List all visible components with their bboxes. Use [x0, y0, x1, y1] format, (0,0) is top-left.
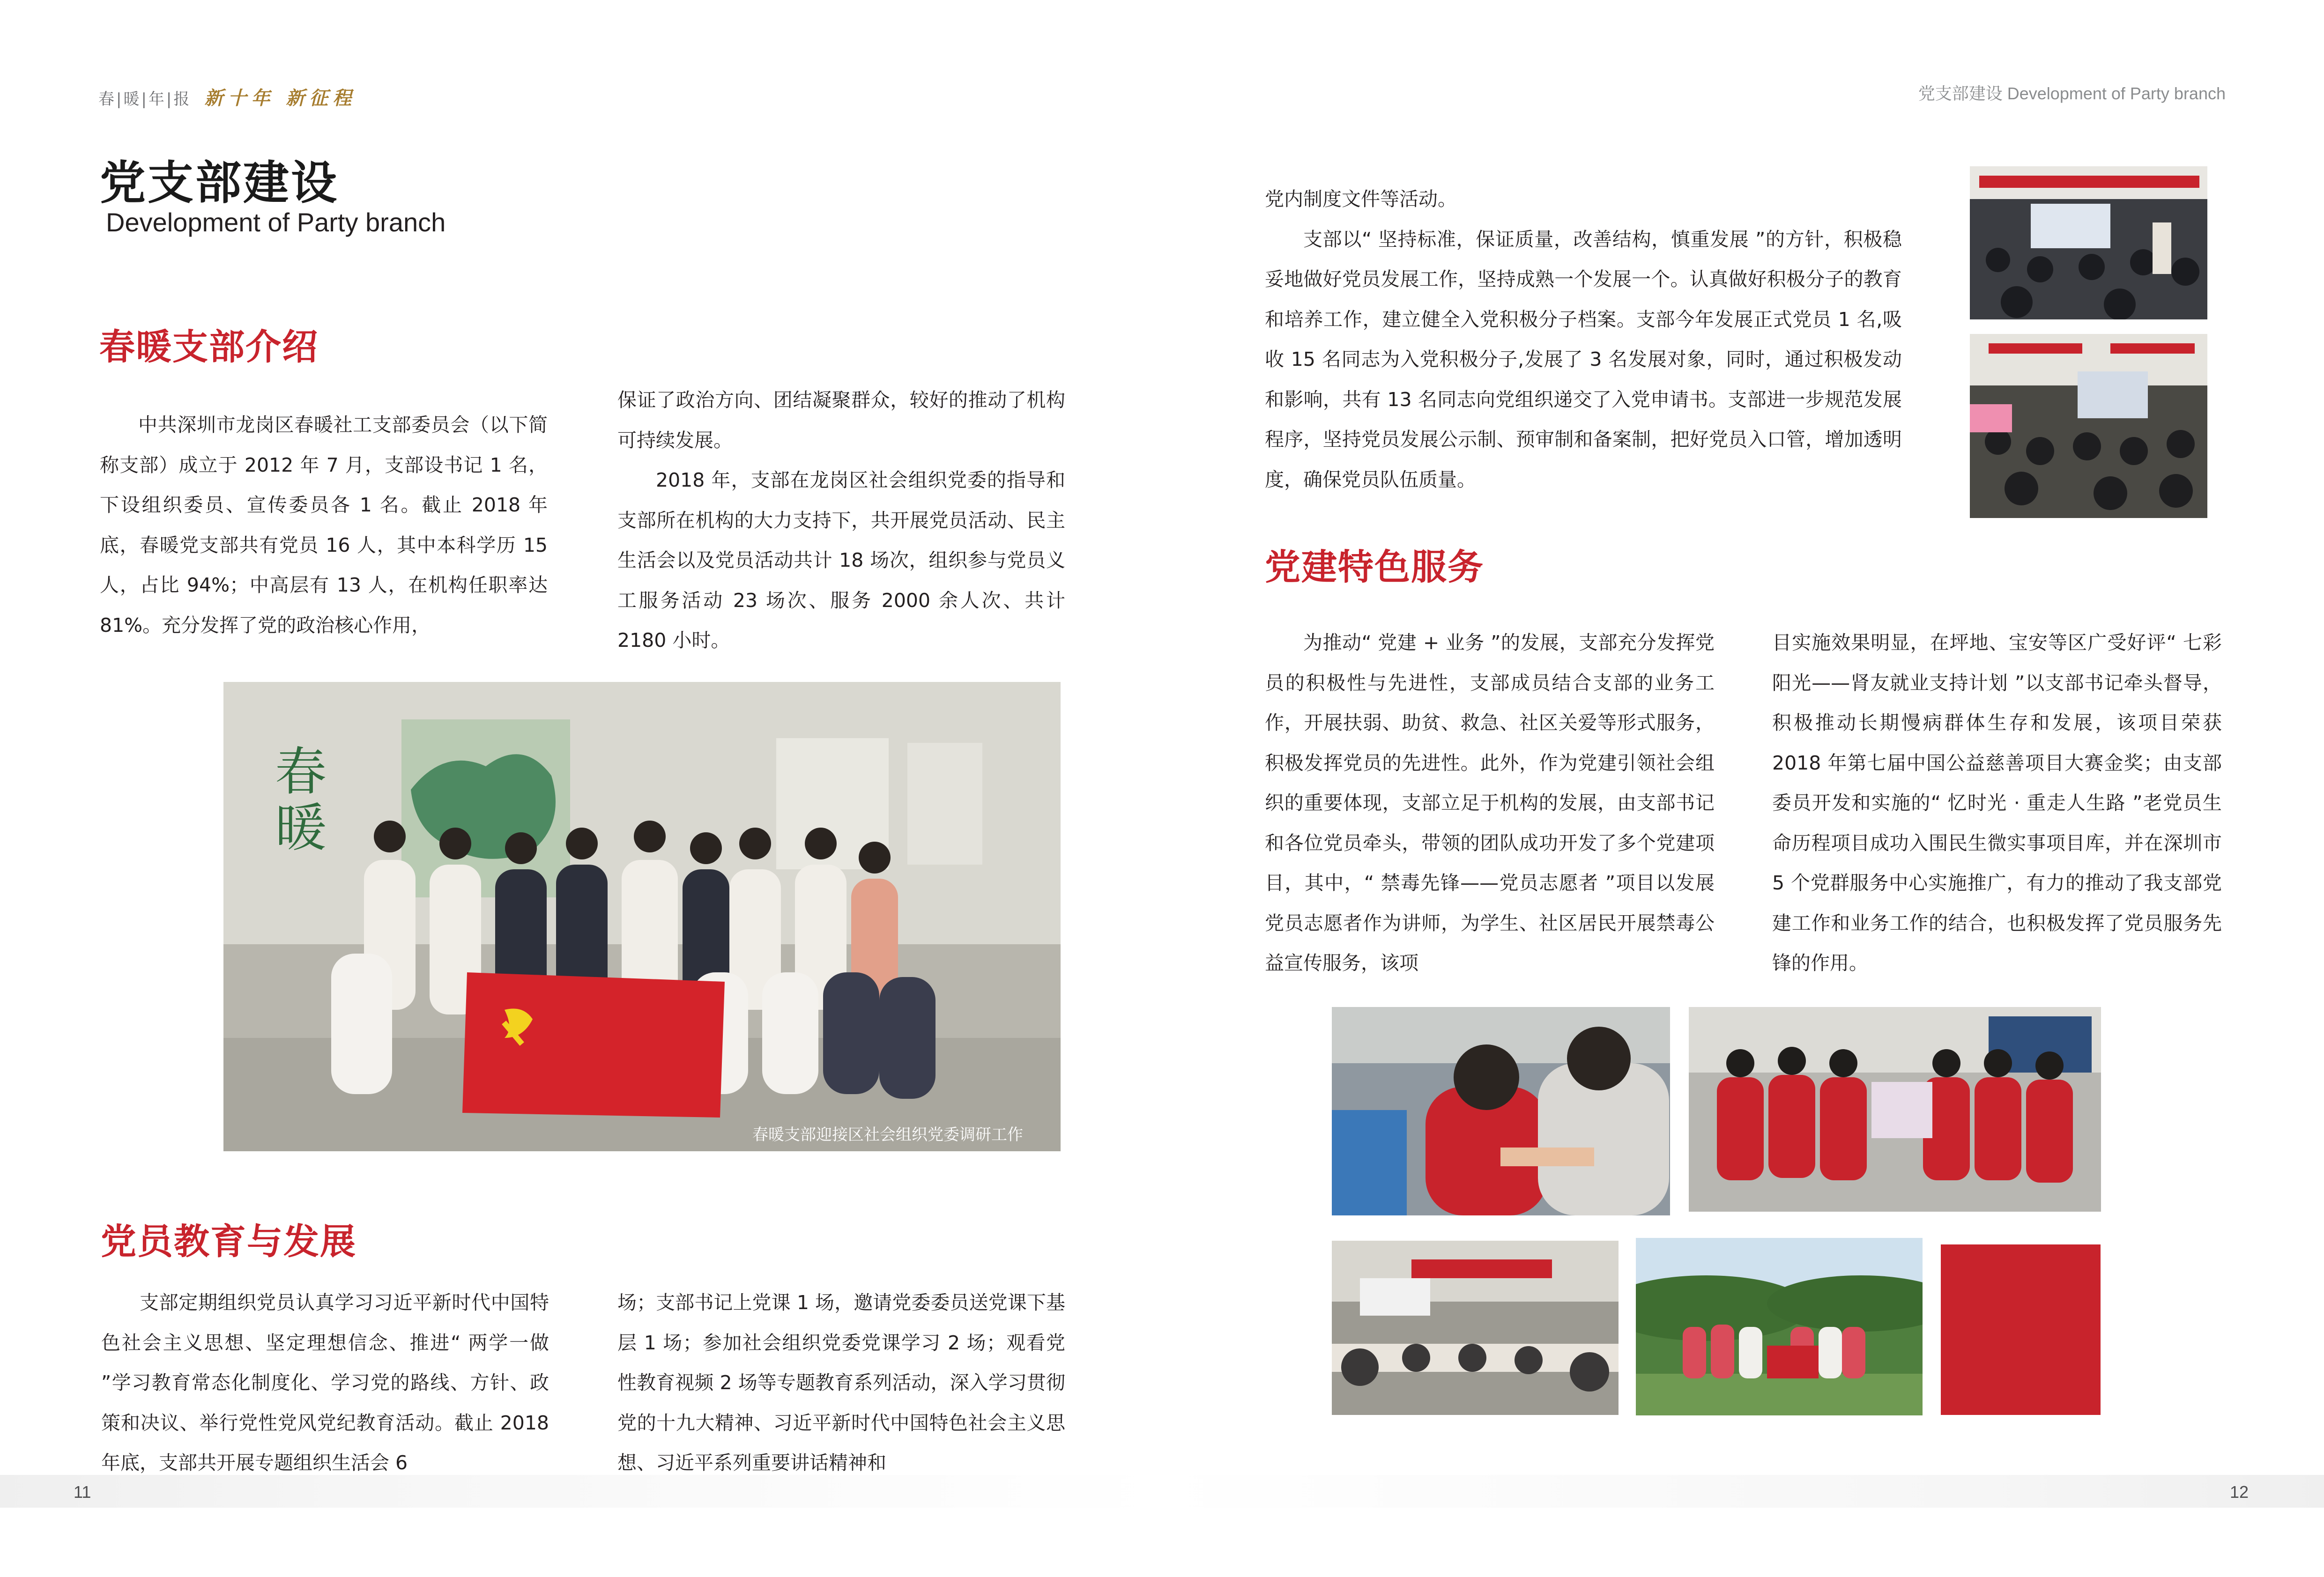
section-heading-intro: 春暖支部介绍 [99, 326, 319, 368]
classroom-photo-2-image [1970, 334, 2207, 518]
intro-column-1 [100, 405, 548, 645]
page-title: 党支部建设 [100, 156, 339, 210]
intro-paragraph-2: 2018 年，支部在龙岗区社会组织党委的指导和支部所在机构的大力支持下，共开展党员活动、民主生活会以及党员活动共计 18 场次，组织参与党员义工服务活动 23 场次、服务 2000 余人次、共计 2180 小时。 [617, 469, 1065, 652]
classroom-photo-1-image [1970, 166, 2207, 319]
education-column-2 [617, 1283, 1065, 1483]
service-photo-1-image [1332, 1007, 1670, 1215]
service-photo-1 [1332, 1007, 1670, 1215]
magazine-slogan: 新十年 新征程 [204, 87, 356, 109]
education-paragraph-2: 支部以“ 坚持标准，保证质量，改善结构，慎重发展 ”的方针，积极稳妥地做好党员发展工作，坚持成熟一个发展一个。认真做好积极分子的教育和培养工作，建立健全入党积极分子档案。支部今年发展正式党员 1 名,吸收 15 名同志为入党积极分子,发展了 3 名发展对象，同时，通过积极发动和影响，共有 13 名同志向党组织递交了入党申请书。支部进一步规范发展程序，坚持党员发展公示制、预审制和备案制，把好党员入口管，增加透明度，确保党员队伍质量。 [1265, 228, 1902, 491]
page-number-left: 11 [74, 1482, 91, 1502]
service-paragraph-1-cont: 目实施效果明显，在坪地、宝安等区广受好评“ 七彩阳光——肾友就业支持计划 ”以支部书记牵头督导，积极推动长期慢病群体生存和发展，该项目荣获 2018 年第七届中国公益慈善项目大赛金奖；由支部委员开发和实施的“ 忆时光 · 重走人生路 ”老党员生命历程项目成功入围民生微实事项目库，并在深圳市 5 个党群服务中心实施推广，有力的推动了我支部党建工作和业务工作的结合，也积极发挥了党员服务先锋的作用。 [1772, 631, 2222, 974]
magazine-label: 春|暖|年|报 [98, 90, 192, 109]
service-photo-2-image [1689, 1007, 2101, 1212]
classroom-photo-2 [1970, 334, 2207, 518]
svg-text:春: 春 [275, 742, 327, 802]
page-number-right: 12 [2230, 1482, 2249, 1502]
group-photo-caption: 春暖支部迎接区社会组织党委调研工作 [752, 1125, 1023, 1144]
service-column-2 [1772, 623, 2222, 984]
group-photo [223, 682, 1061, 1151]
svg-text:暖: 暖 [275, 798, 327, 858]
section-heading-service: 党建特色服务 [1265, 546, 1484, 588]
service-photo-4 [1636, 1238, 1923, 1415]
intro-paragraph-1: 中共深圳市龙岗区春暖社工支部委员会（以下简称支部）成立于 2012 年 7 月，支部设书记 1 名，下设组织委员、宣传委员各 1 名。截止 2018 年底，春暖党支部共有党员 16 人，其中本科学历 15 人，占比 94%；中高层有 13 人，在机构任职率达81%。充分发挥了党的政治核心作用， [100, 414, 548, 637]
running-header-left [98, 83, 356, 110]
footer-bar-right [1162, 1475, 2324, 1508]
service-column-1 [1265, 623, 1715, 984]
education-paragraph-1-end: 党内制度文件等活动。 [1265, 188, 1457, 210]
page-subtitle: Development of Party branch [106, 207, 446, 237]
education-paragraph-1-cont: 场；支部书记上党课 1 场，邀请党委委员送党课下基层 1 场；参加社会组织党委党课学习 2 场；观看党性教育视频 2 场等专题教育系列活动，深入学习贯彻党的十九大精神、习近平新时代中国特色社会主义思想、习近平系列重要讲话精神和 [617, 1291, 1065, 1474]
intro-column-2 [617, 380, 1065, 661]
service-photo-2 [1689, 1007, 2101, 1212]
running-header-right: 党支部建设 Development of Party branch [1918, 84, 2226, 103]
classroom-photo-1 [1970, 166, 2207, 319]
service-photo-3-image [1332, 1241, 1619, 1415]
education-column-3 [1265, 179, 1902, 500]
section-heading-education: 党员教育与发展 [101, 1221, 356, 1262]
intro-paragraph-1-cont: 保证了政治方向、团结凝聚群众，较好的推动了机构可持续发展。 [617, 389, 1065, 452]
group-photo-image [223, 682, 1061, 1151]
service-photo-3 [1332, 1241, 1619, 1415]
footer-bar-left [0, 1475, 1162, 1508]
service-photo-4-image [1636, 1238, 1923, 1415]
service-paragraph-1: 为推动“ 党建 + 业务 ”的发展，支部充分发挥党员的积极性与先进性，支部成员结合支部的业务工作，开展扶弱、助贫、救急、社区关爱等形式服务，积极发挥党员的先进性。此外，作为党建引领社会组织的重要体现，支部立足于机构的发展，由支部书记和各位党员牵头，带领的团队成功开发了多个党建项目，其中，“ 禁毒先锋——党员志愿者 ”项目以发展党员志愿者作为讲师，为学生、社区居民开展禁毒公益宣传服务，该项 [1265, 631, 1715, 974]
education-column-1 [101, 1283, 549, 1483]
education-paragraph-1: 支部定期组织党员认真学习习近平新时代中国特色社会主义思想、坚定理想信念、推进“ 两学一做 ”学习教育常态化制度化、学习党的路线、方针、政策和决议、举行党性党风党纪教育活动。截止 2018 年底，支部共开展专题组织生活会 6 [101, 1291, 549, 1474]
decorative-red-block [1941, 1244, 2101, 1415]
